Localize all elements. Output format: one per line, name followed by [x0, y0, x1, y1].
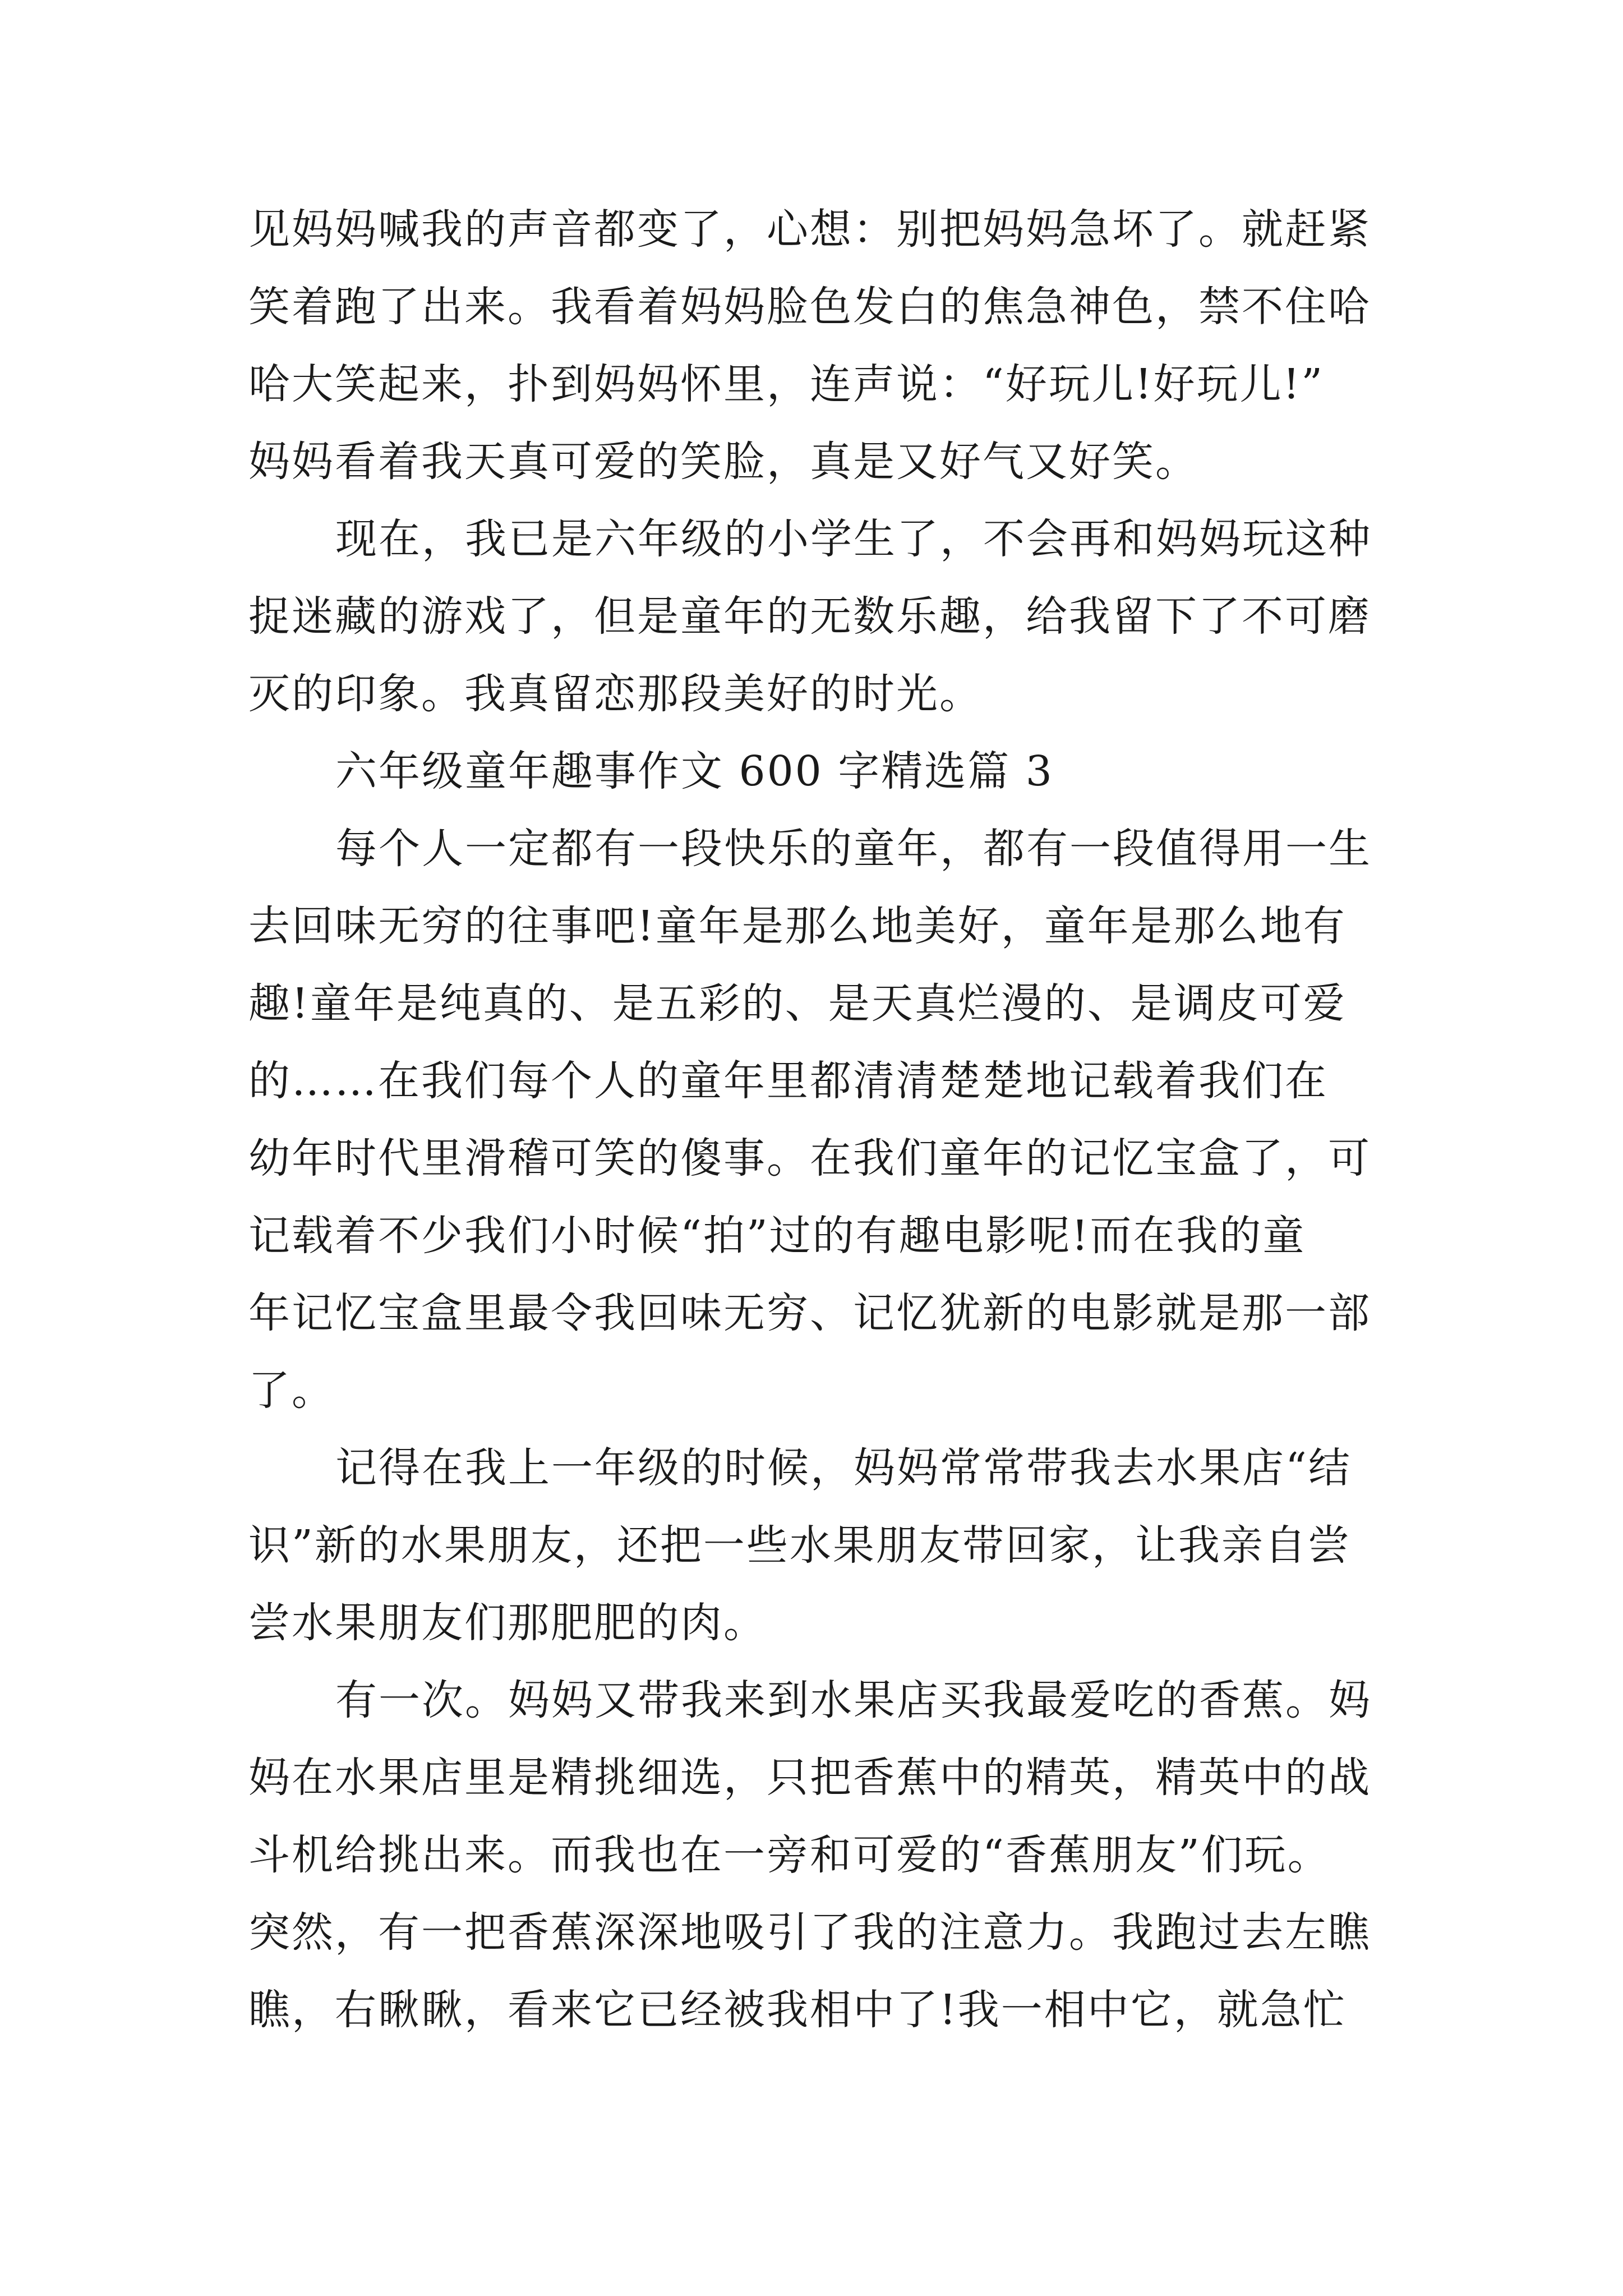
- text-line: 笑着跑了出来。我看着妈妈脸色发白的焦急神色，禁不住哈: [248, 283, 1371, 331]
- text-line: 趣!童年是纯真的、是五彩的、是天真烂漫的、是调皮可爱: [248, 979, 1347, 1028]
- text-line: 每个人一定都有一段快乐的童年，都有一段值得用一生: [335, 825, 1372, 873]
- text-line: 灭的印象。我真留恋那段美好的时光。: [248, 670, 983, 718]
- text-line: 现在，我已是六年级的小学生了，不会再和妈妈玩这种: [335, 515, 1372, 563]
- text-line: 记载着不少我们小时候“拍”过的有趣电影呢!而在我的童: [248, 1212, 1306, 1260]
- text-line: 妈妈看着我天真可爱的笑脸，真是又好气又好笑。: [248, 438, 1198, 486]
- text-line: 突然，有一把香蕉深深地吸引了我的注意力。我跑过去左瞧: [248, 1908, 1371, 1957]
- text-line: 瞧，右瞅瞅，看来它已经被我相中了!我一相中它，就急忙: [248, 1986, 1347, 2034]
- text-line: 捉迷藏的游戏了，但是童年的无数乐趣，给我留下了不可磨: [248, 592, 1371, 641]
- text-line: 幼年时代里滑稽可笑的傻事。在我们童年的记忆宝盒了，可: [248, 1134, 1371, 1182]
- text-line: 哈大笑起来，扑到妈妈怀里，连声说：“好玩儿!好玩儿!”: [248, 360, 1325, 408]
- text-line: 有一次。妈妈又带我来到水果店买我最爱吃的香蕉。妈: [335, 1676, 1372, 1724]
- text-line: 斗机给挑出来。而我也在一旁和可爱的“香蕉朋友”们玩。: [248, 1831, 1331, 1879]
- text-line: 见妈妈喊我的声音都变了，心想：别把妈妈急坏了。就赶紧: [248, 205, 1371, 254]
- text-line: 的……在我们每个人的童年里都清清楚楚地记载着我们在: [248, 1057, 1328, 1105]
- text-line: 妈在水果店里是精挑细选，只把香蕉中的精英，精英中的战: [248, 1754, 1371, 1802]
- document-page: [248, 191, 1404, 2049]
- text-line: 了。: [248, 1366, 335, 1415]
- text-line: 去回味无穷的往事吧!童年是那么地美好，童年是那么地有: [248, 902, 1347, 950]
- text-line: 年记忆宝盒里最令我回味无穷、记忆犹新的电影就是那一部: [248, 1289, 1371, 1337]
- text-line: 识”新的水果朋友，还把一些水果朋友带回家，让我亲自尝: [248, 1521, 1351, 1570]
- text-line: 六年级童年趣事作文 600 字精选篇 3: [335, 747, 1054, 795]
- text-line: 记得在我上一年级的时候，妈妈常常带我去水果店“结: [335, 1444, 1352, 1492]
- text-line: 尝水果朋友们那肥肥的肉。: [248, 1599, 767, 1647]
